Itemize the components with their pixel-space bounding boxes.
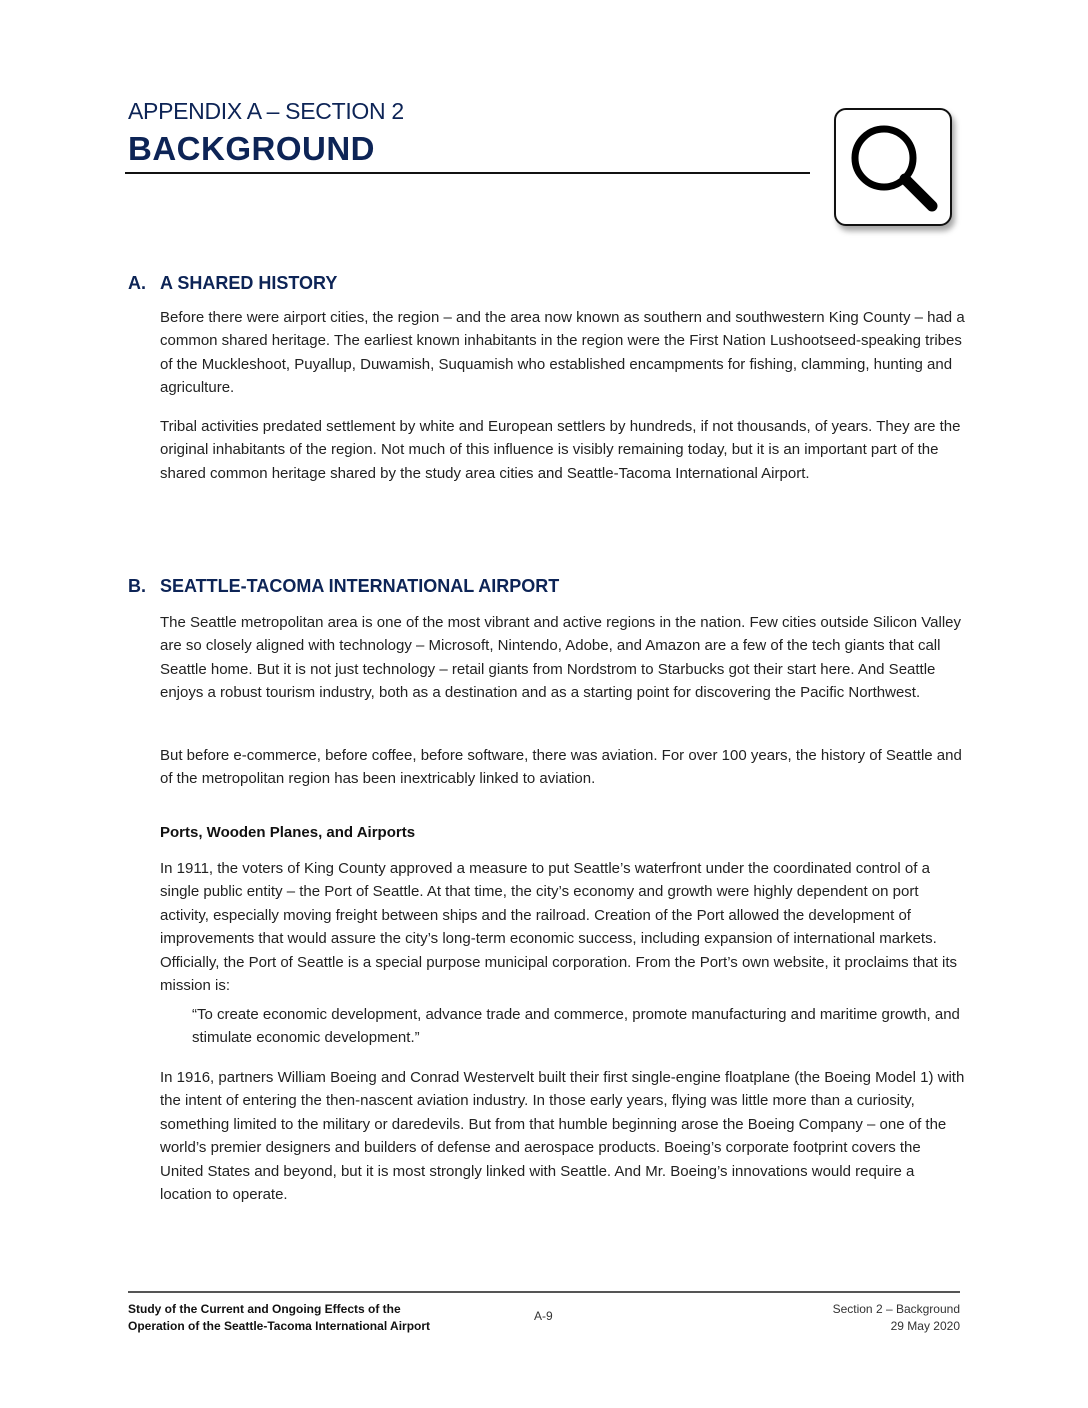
paragraph: But before e-commerce, before coffee, before software, there was aviation. For over 100 years, the history of Seattle and of the metropolitan region has been inextricably linked to aviation. bbox=[160, 747, 962, 788]
section-title: A SHARED HISTORY bbox=[160, 273, 338, 293]
magnifying-glass-glyph bbox=[846, 120, 940, 214]
footer-section-info bbox=[833, 1301, 960, 1335]
footer-section-name: Section 2 – Background bbox=[832, 1302, 960, 1316]
section-letter: A. bbox=[128, 273, 146, 293]
section-title: SEATTLE-TACOMA INTERNATIONAL AIRPORT bbox=[160, 576, 560, 596]
mission-quote: “To create economic development, advance trade and commerce, promote manufacturing and maritime growth, and stimulate economic development.” bbox=[192, 1006, 960, 1047]
magnifying-glass-icon bbox=[834, 108, 952, 226]
footer-title-line: Study of the Current and Ongoing Effects of the bbox=[128, 1302, 401, 1316]
page-number: A-9 bbox=[534, 1309, 553, 1323]
appendix-label: APPENDIX A – SECTION 2 bbox=[128, 98, 404, 124]
paragraph: Before there were airport cities, the region – and the area now known as southern and southwestern King County – had a common shared heritage. The earliest known inhabitants in the region were the First Nation Lushootseed-speaking tribes of the Muckleshoot, Puyallup, Duwamish, Suquamish who established encampments for fishing, clamming, hunting and agriculture. bbox=[160, 309, 965, 397]
paragraph: The Seattle metropolitan area is one of the most vibrant and active regions in the nation. Few cities outside Silicon Valley are so closely aligned with technology – Microsoft, Nintendo, Adobe, and Amazon are a few of the tech giants that call Seattle home. But it is not just technology – retail giants from Nordstrom to Starbucks got their start here. And Seattle enjoys a robust tourism industry, both as a destination and as a starting point for discovering the Pacific Northwest. bbox=[160, 614, 961, 702]
footer-document-title bbox=[128, 1301, 430, 1335]
paragraph: In 1911, the voters of King County approved a measure to put Seattle’s waterfront under the coordinated control of a single public entity – the Port of Seattle. At that time, the city’s economy and growth were highly dependent on port activity, especially moving freight between ships and the railroad. Creation of the Port allowed the development of improvements that would assure the city’s long-term economic success, including expansion of international markets. Officially, the Port of Seattle is a special purpose municipal corporation. From the Port’s own website, it proclaims that its mission is: bbox=[160, 860, 958, 995]
section-b-heading bbox=[128, 576, 559, 597]
paragraph: In 1916, partners William Boeing and Conrad Westervelt built their first single-engine floatplane (the Boeing Model 1) with the intent of entering the then-nascent aviation industry. In those early years, flying was little more than a curiosity, something limited to the military or daredevils. But from that humble beginning arose the Boeing Company – one of the world’s premier designers and builders of defense and aerospace products. Boeing’s corporate footprint covers the United States and beyond, but it is most strongly linked with Seattle. And Mr. Boeing’s innovations would require a location to operate. bbox=[160, 1069, 965, 1204]
section-a-heading bbox=[128, 273, 337, 294]
footer-date: 29 May 2020 bbox=[890, 1319, 960, 1333]
footer-divider bbox=[128, 1291, 960, 1293]
page-title: BACKGROUND bbox=[128, 130, 375, 167]
footer-title-line: Operation of the Seattle-Tacoma International Airport bbox=[128, 1319, 431, 1333]
section-letter: B. bbox=[128, 576, 146, 596]
title-divider bbox=[125, 172, 810, 174]
subsection-heading: Ports, Wooden Planes, and Airports bbox=[160, 824, 416, 841]
paragraph: Tribal activities predated settlement by white and European settlers by hundreds, if not thousands, of years. They are the original inhabitants of the region. Not much of this influence is visibly remaining today, but it is an important part of the shared common heritage shared by the study area cities and Seattle-Tacoma International Airport. bbox=[160, 418, 961, 482]
